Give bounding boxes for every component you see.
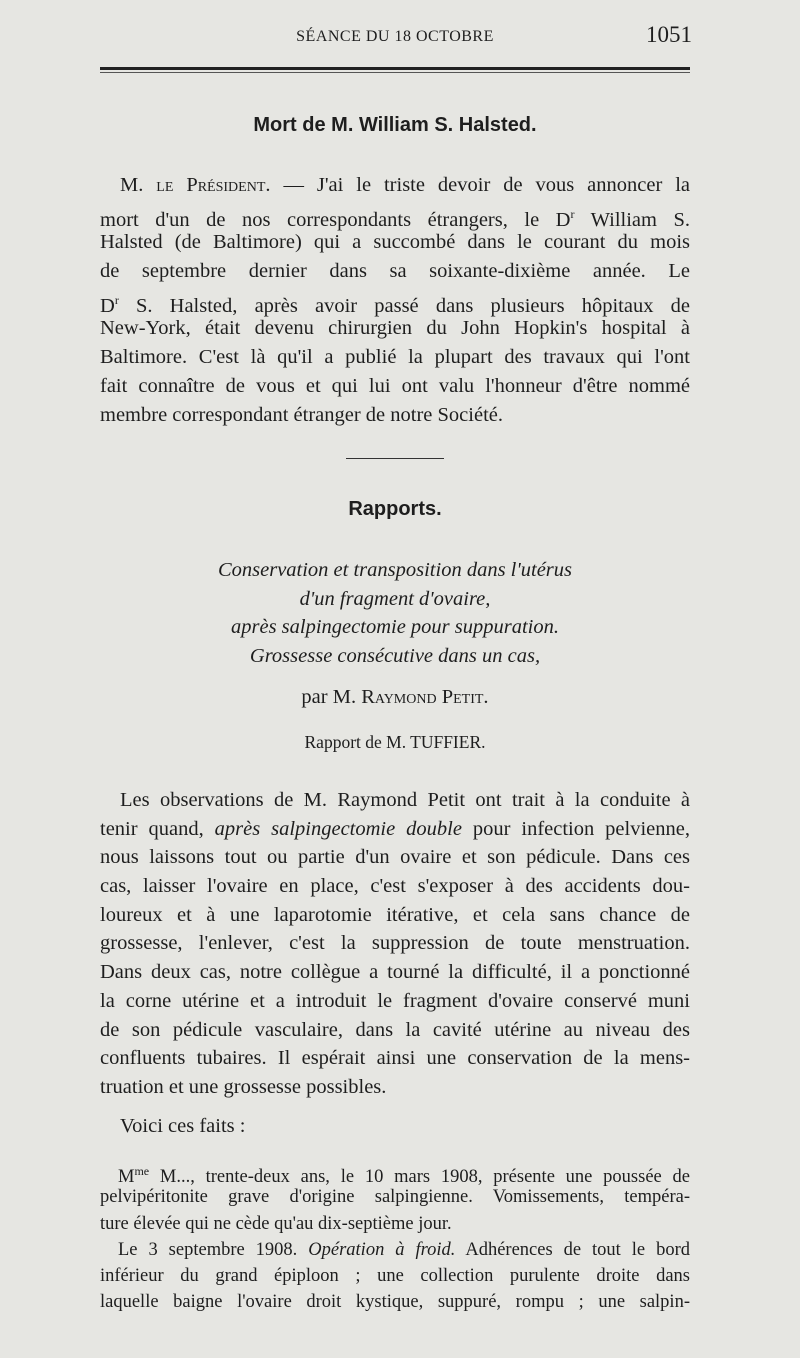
text-line: loureux et à une laparotomie itérative, et cela sans chance de: [100, 903, 690, 926]
report-body: [100, 786, 690, 1102]
text-line: de septembre dernier dans sa soixante-dixième année. Le: [100, 260, 690, 283]
text-line: nous laissons tout ou partie d'un ovaire et son pédicule. Dans ces: [100, 846, 690, 869]
text-line: $D^r$ S. Halsted, après avoir passé dans plusieurs hôpitaux de: [100, 292, 690, 317]
text-line: pelvipéritonite grave d'origine salpingienne. Vomissements, tempéra-: [100, 1187, 690, 1208]
section-separator: [346, 458, 444, 459]
text-line: laquelle baigne l'ovaire droit kystique, suppuré, rompu ; une salpin-: [100, 1292, 690, 1313]
header-rule-thin: [100, 72, 690, 73]
text-line: cas, laisser l'ovaire en place, c'est s'exposer à des accidents dou-: [100, 875, 690, 898]
text-line: Dans deux cas, notre collègue a tourné la difficulté, il a ponctionné: [100, 961, 690, 984]
text-line: Baltimore. C'est là qu'il a publié la plupart des travaux qui l'ont: [100, 346, 690, 369]
text-line: tenir quand, après salpingectomie double pour infection pelvienne,: [100, 817, 690, 840]
text-line: M. le Président. — J'ai le triste devoir de vous annoncer la: [120, 174, 690, 196]
section-title-halsted: Mort de M. William S. Halsted.: [253, 114, 537, 136]
report-author: par M. Raymond Petit.: [301, 686, 489, 708]
report-by: Rapport de M. TUFFIER.: [304, 732, 486, 752]
text-line: New-York, était devenu chirurgien du John Hopkin's hospital à: [100, 317, 690, 340]
subject-line: d'un fragment d'ovaire,: [299, 587, 491, 610]
header-rule: [100, 67, 690, 70]
page-number: 1051: [646, 22, 692, 47]
facts-intro: [100, 1112, 690, 1141]
subject-line: Grossesse consécutive dans un cas,: [249, 644, 541, 667]
text-line: truation et une grossesse possibles.: [100, 1075, 387, 1098]
text-line: inférieur du grand épiploon ; une collection purulente droite dans: [100, 1266, 690, 1287]
text-line: ture élevée qui ne cède qu'au dix-septième jour.: [100, 1213, 452, 1234]
president-paragraph: [100, 171, 690, 429]
text-line: $M^{me}$ M..., trente-deux ans, le 10 mars 1908, présente une poussée de: [118, 1164, 690, 1188]
section-title-rapports: Rapports.: [348, 498, 442, 520]
report-subject: [100, 556, 690, 670]
text-line: membre correspondant étranger de notre Société.: [100, 403, 503, 426]
running-title: SÉANCE DU 18 OCTOBRE: [296, 28, 494, 45]
text-line: grossesse, l'enlever, c'est la suppression de toute menstruation.: [100, 932, 690, 955]
subject-line: Conservation et transposition dans l'utérus: [217, 559, 573, 581]
text-line: de son pédicule vasculaire, dans la cavité utérine au niveau des: [100, 1018, 690, 1041]
text-line: Halsted (de Baltimore) qui a succombé dans le courant du mois: [100, 231, 690, 254]
text-line: mort d'un de nos correspondants étrangers, le $D^r$ William S.: [100, 206, 691, 231]
speaker-label: M. le Président.: [120, 174, 271, 196]
subject-line: après salpingectomie pour suppuration.: [231, 616, 559, 638]
text-line: la corne utérine et a introduit le fragment d'ovaire conservé muni: [100, 989, 690, 1012]
case-report: [100, 1158, 690, 1316]
page-header: [100, 22, 690, 52]
text-line: Le 3 septembre 1908. Opération à froid. Adhérences de tout le bord: [118, 1239, 691, 1260]
text-line: Voici ces faits :: [120, 1115, 246, 1137]
text-line: confluents tubaires. Il espérait ainsi une conservation de la mens-: [100, 1047, 690, 1070]
text-line: Les observations de M. Raymond Petit ont trait à la conduite à: [120, 789, 690, 811]
text-line: fait connaître de vous et qui lui ont valu l'honneur d'être nommé: [100, 374, 690, 397]
